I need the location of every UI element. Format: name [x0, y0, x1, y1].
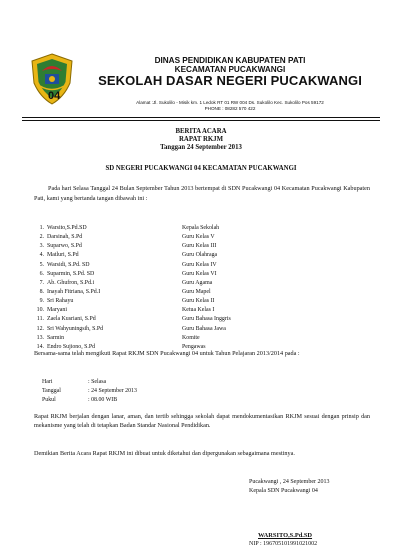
detail-row-pukul [42, 396, 137, 405]
document-subtitle: RAPAT RKJM [179, 136, 223, 143]
detail-label: Pukul [42, 396, 56, 403]
meeting-details [42, 378, 137, 404]
header-divider [22, 117, 380, 118]
participant-number: 13. [36, 334, 44, 341]
signature-name: WARSITO,S.Pd.SD [258, 532, 313, 539]
detail-value: : 08.00 WIB [88, 396, 118, 403]
participant-role: Komite [182, 334, 200, 341]
participant-name: Endro Sujiono, S.Pd [47, 343, 96, 350]
list-item [34, 233, 354, 242]
header-phone: PHONE : 08282 570 422 [204, 106, 256, 111]
participant-role: Guru Kelas VI [182, 270, 217, 277]
participant-name: Warsito,S.Pd.SD [47, 225, 87, 231]
list-item [34, 242, 354, 251]
detail-row-tanggal [42, 387, 137, 396]
list-item [34, 288, 354, 297]
list-item [34, 261, 354, 270]
participant-name: Sri Wahyuningsih, S.Pd [47, 325, 104, 332]
participant-number: 3. [39, 243, 44, 250]
participant-number: 7. [39, 279, 44, 286]
header-school-name: SEKOLAH DASAR NEGERI PUCAKWANGI [98, 73, 362, 88]
detail-label: Tanggal [42, 387, 61, 394]
participant-name: Warsidi, S.Pd. SD [47, 261, 90, 268]
participant-list [34, 224, 354, 352]
participant-role: Guru Kelas V [182, 234, 215, 241]
participant-number: 5. [39, 261, 44, 268]
participant-name: Darsinah, S.Pd [47, 234, 83, 241]
participant-role: Guru Kelas II [182, 298, 215, 305]
participant-role: Guru Mapel [182, 288, 211, 295]
participant-number: 8. [39, 288, 44, 295]
intro-paragraph: Pada hari Selasa Tanggal 24 Bulan September Tahun 2013 bertempat di SDN Pucakwangi 04 Kecamatan Pucakwangi Kabupaten Pati, kami yang bertanda tangan dibawah ini : [34, 185, 370, 202]
signature-nip: NIP : 196705101991021002 [249, 541, 318, 547]
detail-value: : 24 September 2013 [88, 387, 137, 394]
list-item [34, 297, 354, 306]
header-dinas: DINAS PENDIDIKAN KABUPATEN PATI [154, 56, 306, 65]
list-item [34, 315, 354, 324]
participant-role: Guru Kelas IV [182, 261, 217, 268]
header-divider-thin [22, 120, 380, 121]
detail-label: Hari [42, 379, 53, 385]
participant-role: Guru Kelas III [182, 243, 217, 250]
list-item [34, 251, 354, 260]
logo-number: 04 [48, 90, 61, 102]
participant-name: Maryani [47, 307, 67, 314]
together-paragraph: Bersama-sama telah mengikuti Rapat RKJM SDN Pucakwangi 04 untuk Tahun Pelajaran 2013/2014 pada : [34, 350, 300, 357]
participant-name: Matluri, S.Pd [47, 252, 79, 259]
signature-place-date: Pucakwangi , 24 September 2013 [249, 479, 330, 485]
meeting-paragraph: Rapat RKJM berjalan dengan lanar, aman, dan tertib sehingga sekolah dapat mendokumentasikan RKJM sesuai dengan prinsip dan mekanisme yang telah di tetapkan Badan Standar Nasional Pendidikan. [34, 413, 370, 430]
document-title: BERITA ACARA [175, 128, 227, 135]
participant-role: Guru Bahasa Jawa [182, 325, 226, 332]
detail-value: : Selasa [88, 379, 107, 385]
participant-role: Guru Olahraga [182, 252, 218, 259]
document-date: Tanggan 24 September 2013 [160, 144, 242, 151]
list-item [34, 325, 354, 334]
school-heading: SD NEGERI PUCAKWANGI 04 KECAMATAN PUCAKWANGI [105, 165, 297, 172]
participant-name: Suparwo, S.Pd [47, 243, 82, 250]
list-item [34, 224, 354, 233]
participant-role: Ketua Kelas I [182, 307, 215, 314]
participant-role: Guru Bahasa Inggris [182, 316, 231, 323]
participant-number: 6. [39, 270, 44, 277]
list-item [34, 279, 354, 288]
header-address: Alamat :Jl. Sukolilo - Misik km. 1 Ledok RT 01 RW 004 Ds. Sukolilo Kec. Sukolilo Pos 59172 [136, 100, 324, 105]
participant-number: 1. [39, 225, 44, 231]
participant-role: Kepala Sekolah [182, 225, 220, 231]
participant-name: Suparmin, S.Pd. SD [47, 270, 95, 277]
participant-number: 10. [36, 307, 44, 314]
participant-number: 9. [39, 298, 44, 305]
participant-number: 12. [36, 325, 44, 332]
list-item [34, 306, 354, 315]
list-item [34, 270, 354, 279]
participant-name: Sarmin [47, 334, 65, 341]
list-item [34, 334, 354, 343]
participant-number: 11. [36, 316, 44, 323]
participant-name: Ab. Ghufron, S.Pd.i [47, 279, 95, 286]
header-kecamatan: KECAMATAN PUCAKWANGI [174, 65, 286, 74]
closing-paragraph: Demikian Berita Acara Rapat RKJM ini dibuat untuk diketahui dan dipergunakan sebagaimana mestinya. [34, 450, 295, 457]
participant-number: 2. [39, 234, 44, 241]
signature-title: Kepala SDN Pucakwangi 04 [249, 488, 318, 494]
participant-name: Zaela Kusriani, S.Pd [47, 316, 96, 323]
participant-number: 14. [36, 343, 44, 350]
participant-number: 4. [39, 252, 44, 259]
participant-role: Pengawas [182, 343, 206, 350]
detail-row-hari [42, 378, 137, 387]
participant-role: Guru Agama [182, 279, 213, 286]
participant-name: Inayah Fitriana, S.Pd.I [47, 288, 101, 295]
participant-name: Sri Rahayu [47, 298, 74, 305]
